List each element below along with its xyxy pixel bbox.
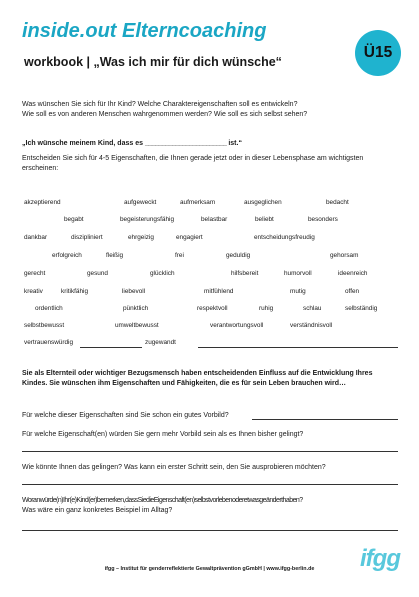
trait-underline (198, 347, 398, 348)
trait-word: selbstbewusst (24, 322, 65, 329)
statement-prompt (22, 139, 242, 149)
trait-word: zugewandt (145, 339, 176, 346)
trait-word: dankbar (24, 234, 48, 241)
footer-text: ifgg – Institut für genderreflektierte Gewaltprävention gGmbH | www.ifgg-berlin.de (104, 566, 315, 572)
question-4-line-1: Woranwürde(n)Ihr(e)Kind(er)bemerken,dassSiedieEigenschaft(en)selbstvorlebenoderetwasgeänderthaben? (22, 497, 303, 504)
trait-word: gehorsam (330, 252, 359, 259)
trait-word: entscheidungsfreudig (254, 234, 315, 241)
answer-line-1[interactable] (252, 419, 398, 420)
trait-word: belastbar (201, 216, 228, 223)
intro-line-1: Was wünschen Sie sich für Ihr Kind? Welche Charaktereigenschaften soll es entwickeln? (22, 101, 298, 108)
exercise-badge: Ü15 (355, 30, 401, 76)
trait-word: fleißig (106, 252, 124, 259)
trait-word: begeisterungsfähig (120, 216, 175, 223)
trait-word: bedacht (326, 199, 349, 206)
trait-word: hilfsbereit (231, 270, 259, 277)
trait-word: engagiert (176, 234, 203, 241)
trait-word: ideenreich (338, 270, 368, 277)
statement-blank[interactable]: ________________________ (144, 140, 227, 147)
influence-line-1: Sie als Elternteil oder wichtiger Bezugsmensch haben entscheidenden Einfluss auf die Entwicklung Ihres (22, 370, 373, 377)
trait-word: akzeptierend (24, 199, 61, 206)
answer-line-2[interactable] (22, 451, 398, 452)
influence-line-2: Kindes. Sie wünschen ihm Eigenschaften und Fähigkeiten, die es für sein Leben brauchen wird… (22, 380, 347, 387)
trait-word: glücklich (150, 270, 175, 277)
trait-word: diszipliniert (71, 234, 103, 241)
trait-word: liebevoll (122, 288, 146, 295)
ifgg-logo: ifgg (360, 545, 400, 572)
brand-title: inside.out Elterncoaching (22, 20, 267, 42)
trait-word: mitfühlend (204, 288, 234, 295)
trait-word: offen (345, 288, 360, 295)
trait-word: vertrauenswürdig (24, 339, 74, 346)
trait-word: geduldig (226, 252, 251, 259)
trait-underline (80, 347, 142, 348)
trait-word: selbständig (345, 305, 378, 312)
trait-word: erfolgreich (52, 252, 82, 259)
trait-word: gesund (87, 270, 108, 277)
statement-start: „Ich wünsche meinem Kind, dass es (22, 140, 143, 147)
intro-line-2: Wie soll es von anderen Menschen wahrgenommen werden? Wie soll es sich selbst sehen? (22, 111, 308, 118)
trait-word: mutig (290, 288, 306, 295)
trait-word: aufgeweckt (124, 199, 157, 206)
trait-word: kreativ (24, 288, 43, 295)
trait-word: verantwortungsvoll (210, 322, 264, 329)
question-4-line-2: Was wäre ein ganz konkretes Beispiel im Alltag? (22, 507, 173, 514)
question-2: Für welche Eigenschaft(en) würden Sie gern mehr Vorbild sein als es Ihnen bisher gelingt? (22, 431, 304, 438)
trait-word: gerecht (24, 270, 46, 277)
trait-word: umweltbewusst (115, 322, 159, 329)
question-1: Für welche dieser Eigenschaften sind Sie schon ein gutes Vorbild? (22, 412, 229, 419)
trait-word: respektvoll (197, 305, 228, 312)
instruction-line-2: erscheinen: (22, 165, 59, 172)
trait-word: ruhig (259, 305, 274, 312)
workbook-subtitle: workbook | „Was ich mir für dich wünsche“ (24, 55, 282, 69)
question-3: Wie könnte Ihnen das gelingen? Was kann ein erster Schritt sein, den Sie ausprobieren möchten? (22, 464, 326, 471)
trait-word: aufmerksam (180, 199, 216, 206)
trait-word: humorvoll (284, 270, 312, 277)
instruction-line-1: Entscheiden Sie sich für 4-5 Eigenschaften, die Ihnen gerade jetzt oder in dieser Lebensphase am wichtigsten (22, 155, 364, 162)
trait-word: frei (175, 252, 184, 259)
statement-end: ist.“ (228, 140, 242, 147)
trait-word: verständnisvoll (290, 322, 333, 329)
trait-word: ordentlich (35, 305, 63, 312)
answer-line-4[interactable] (22, 530, 398, 531)
answer-line-3[interactable] (22, 484, 398, 485)
trait-word: schlau (303, 305, 322, 312)
trait-word: beliebt (255, 216, 274, 223)
trait-word: pünktlich (123, 305, 149, 312)
trait-word: besonders (308, 216, 338, 223)
trait-word: kritikfähig (61, 288, 88, 295)
trait-word: ehrgeizig (128, 234, 154, 241)
trait-word: begabt (64, 216, 84, 223)
trait-word: ausgeglichen (244, 199, 282, 206)
